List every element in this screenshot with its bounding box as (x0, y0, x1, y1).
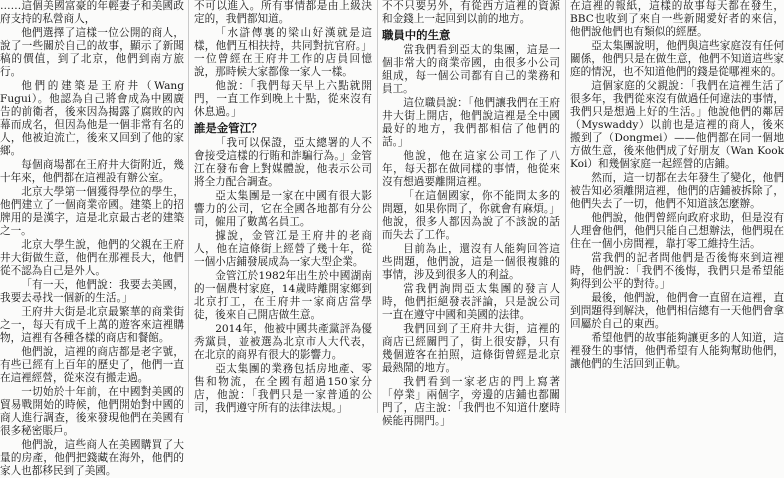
paragraph: 金管江於1982年出生於中國湖南的一個農村家庭，14歲時離開家鄉到北京打工，在王府井一家商店當學徒，後來自己開店做生意。 (194, 270, 372, 321)
paragraph: 一切始於十年前，在中國對美國的貿易戰開始的時候，他們開始對中國的商人進行調查，後來發現他們在美國有很多秘密賬戶。 (0, 386, 184, 437)
paragraph: 他們說，他們曾經向政府求助，但是沒有人理會他們，他們只能自己想辦法，他們現在住在一個小房間裡，靠打零工維持生活。 (570, 212, 784, 250)
paragraph: 然而，這一切都在去年發生了變化，他們被告知必須離開這裡，他們的店鋪被拆除了，他們失去了一切，他們不知道該怎麼辦。 (570, 172, 784, 210)
paragraph: 在這裡的報紙，這樣的故事每天都在發生，BBC也收到了來自一些新聞愛好者的來信，他們說他們也有類似的經歷。 (570, 0, 784, 38)
paragraph: 亞太集團說明，他們與這些家庭沒有任何關係，他們只是在做生意，他們不知道這些家庭的情況，也不知道他們的錢是從哪裡來的。 (570, 40, 784, 78)
paragraph: 他們的建築是王府井（Wang Fugui）。他認為自己將會成為中國廣告的前衛者，後來因為揭露了腐敗的內幕而成名，但因為他是一個非常有名的人，他被迫流亡，後來又回到了他的家鄉。 (0, 80, 184, 157)
paragraph: 亞太集團的業務包括房地產、零售和物流，在全國有超過150家分店，他說：「我們只是一家普通的公司，我們遵守所有的法律法規。」 (194, 363, 372, 414)
paragraph: 王府井大街是北京最繁華的商業街之一，每天有成千上萬的遊客來這裡購物，這裡有各種各樣的商店和餐館。 (0, 306, 184, 344)
paragraph: ……這個美國富豪的年輕妻子和美國政府支持的私營商人， (0, 0, 184, 25)
paragraph: 當我們看到亞太的集團，這是一個非常大的商業帝國，由很多小公司組成，每一個公司都有自己的業務和員工。 (382, 44, 560, 95)
column-divider (565, 0, 566, 413)
paragraph: 他們選擇了這樣一位公開的商人，說了一些關於自己的故事，顯示了新聞稿的價值，到了北京，他們到南方旅行。 (0, 27, 184, 78)
paragraph: 當我們的記者問他們是否後悔來到這裡時，他們說：「我們不後悔，我們只是希望能夠得到公平的對待。」 (570, 252, 784, 290)
column-divider (188, 0, 189, 413)
paragraph: 這個家庭的父親說：「我們在這裡生活了很多年，我們從來沒有做過任何違法的事情，我們只是想過上好的生活。」他說他們的鄰居（Myswaddy）以前也是這裡的商人，後來搬到了（Dongmei）——他們都在同一個地方做生意，後來他們成了好朋友（Wan Kook Koi）和幾個家庭一起經營的店鋪。 (570, 80, 784, 170)
section-heading: 誰是金管江？ (194, 121, 263, 135)
article-column-2 (194, 0, 372, 413)
paragraph: 「我可以保證，亞太總署的人不會接受這樣的行賄和詐騙行為。」金管江在發布會上對媒體說，他表示公司將全力配合調查。 (194, 137, 372, 188)
paragraph: 我們回到了王府井大街，這裡的商店已經關門了，街上很安靜，只有幾個遊客在拍照，這條街曾經是北京最熱鬧的地方。 (382, 323, 560, 374)
paragraph: 「水滸傳裏的梁山好漢就是這樣，他們互相扶持，共同對抗官府。」一位曾經在王府井工作的店員回憶說，那時候大家都像一家人一樣。 (194, 27, 372, 78)
paragraph: 北京大學生說，他們的父親在王府井大街做生意，他們在那裡長大，他們從不認為自己是外人。 (0, 239, 184, 277)
paragraph: 北京大學第一個獲得學位的學生，他們建立了一個商業帝國。建築上的招牌用的是漢字，這是北京最古老的建築之一。 (0, 186, 184, 237)
paragraph: 他說：「我們每天早上六點就開門，一直工作到晚上十點，從來沒有休息過。」 (194, 80, 372, 118)
paragraph: 「在這個國家，你不能問太多的問題，如果你問了，你就會有麻煩。」他說，很多人都因為說了不該說的話而失去了工作。 (382, 190, 560, 241)
paragraph: 每個商場都在王府井大街附近，幾十年來，他們都在這裡設有辦公室。 (0, 159, 184, 184)
section-heading: 職員中的生意 (382, 28, 451, 42)
paragraph: 我們看到一家老店的門上寫著「停業」兩個字，旁邊的店鋪也都關門了，店主說：「我們也不知道什麼時候能再開門。」 (382, 376, 560, 427)
paragraph: 他們說，這些商人在美國購買了大量的房產，他們把錢藏在海外，他們的家人也都移民到了美國。 (0, 439, 184, 477)
paragraph: 亞太集團是一家在中國有很大影響力的公司，它在全國各地都有分公司，僱用了數萬名員工。 (194, 190, 372, 228)
article-column-3 (382, 0, 560, 427)
paragraph: 當我們詢問亞太集團的發言人時，他們拒絕發表評論，只是說公司一直在遵守中國和美國的法律。 (382, 283, 560, 321)
paragraph: 據說，金管江是王府井的老商人，他在這條街上經營了幾十年，從一個小店鋪發展成為一家大型企業。 (194, 230, 372, 268)
article-column-1 (0, 0, 184, 477)
paragraph: 最後，他們說，他們會一直留在這裡，直到問題得到解決，他們相信總有一天他們會拿回屬於自己的東西。 (570, 292, 784, 330)
paragraph: 他們說，這裡的商店都是老字號，有些已經有上百年的歷史了，他們一直在這裡經營，從來沒有搬走過。 (0, 346, 184, 384)
paragraph: 不可以進入。所有事情都是由上級決定的，我們都知道。 (194, 0, 372, 25)
paragraph: 「有一天，他們說：我要去美國，我要去尋找一個新的生活。」 (0, 279, 184, 304)
paragraph: 目前為止，還沒有人能夠回答這些問題，他們說，這是一個很複雜的事情，涉及到很多人的利益。 (382, 243, 560, 281)
paragraph: 2014年，他被中國共產黨評為優秀黨員，並被選為北京市人大代表，在北京的商界有很大的影響力。 (194, 323, 372, 361)
paragraph: 希望他們的故事能夠讓更多的人知道，這裡發生的事情，他們希望有人能夠幫助他們，讓他們的生活回到正軌。 (570, 332, 784, 370)
paragraph: 不不只要另外，有從西方這裡的資源和金錢上一起回到以前的地方。 (382, 0, 560, 25)
paragraph: 這位職員說：「他們讓我們在王府井大街上開店，他們說這裡是全中國最好的地方，我們都相信了他們的話。」 (382, 97, 560, 148)
column-divider (377, 0, 378, 413)
paragraph: 他說，他在這家公司工作了八年，每天都在做同樣的事情，他從來沒有想過要離開這裡。 (382, 150, 560, 188)
article-column-4 (570, 0, 784, 413)
